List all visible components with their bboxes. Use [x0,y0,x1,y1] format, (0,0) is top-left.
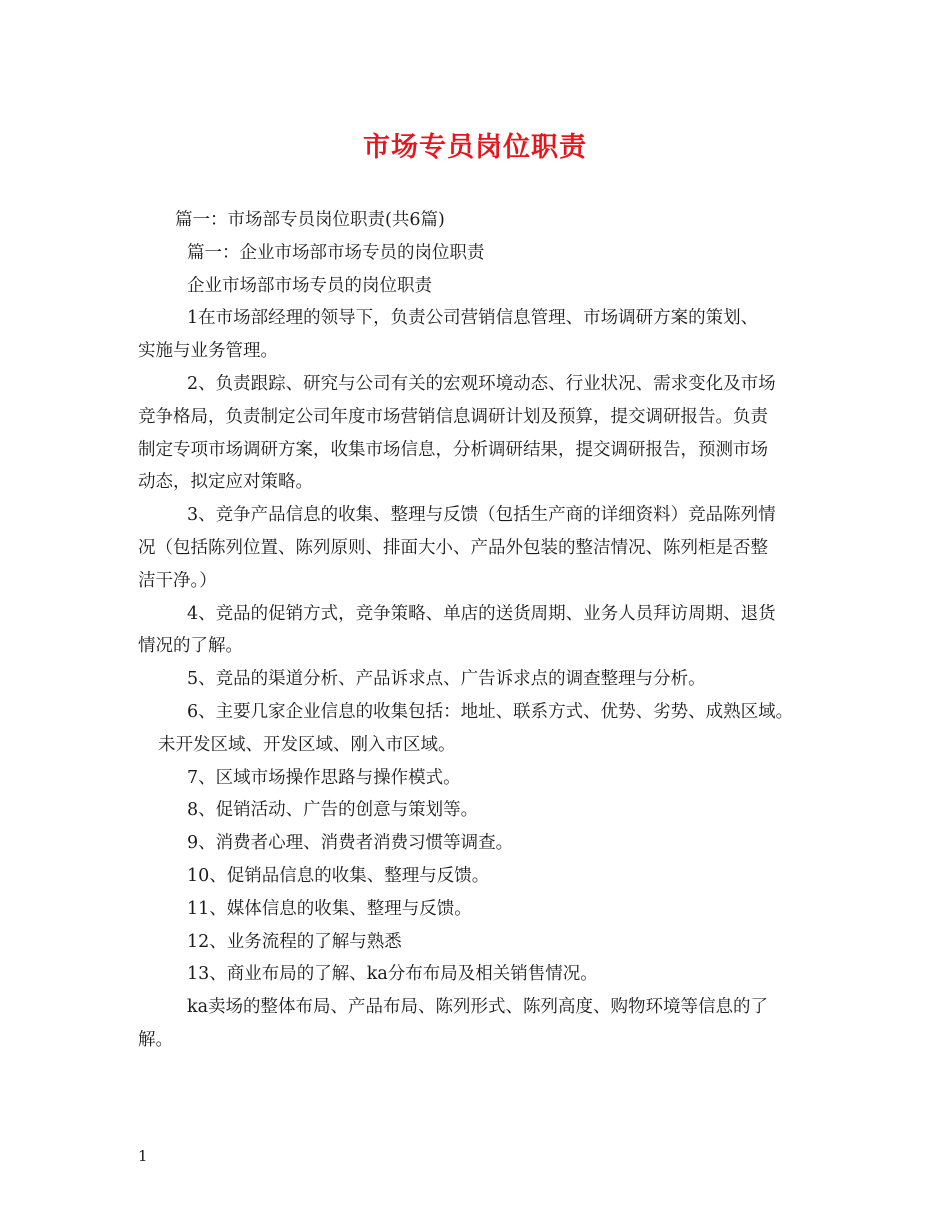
paragraph-line: 12、业务流程的了解与熟悉 [187,931,402,952]
paragraph-line: 11、媒体信息的收集、整理与反馈。 [187,898,472,919]
paragraph-line: 实施与业务管理。 [138,341,278,362]
paragraph-line: 洁干净。） [138,570,217,591]
page-title: 市场专员岗位职责 [363,132,587,163]
paragraph-line: 情况的了解。 [138,636,243,657]
paragraph-line: 5、竞品的渠道分析、产品诉求点、广告诉求点的调查整理与分析。 [187,669,706,690]
paragraph-line: 况（包括陈列位置、陈列原则、排面大小、产品外包装的整洁情况、陈列柜是否整 [138,537,768,558]
paragraph-line: ka卖场的整体布局、产品布局、陈列形式、陈列高度、购物环境等信息的了 [187,997,769,1018]
paragraph-line: 解。 [138,1029,173,1050]
paragraph-line: 制定专项市场调研方案，收集市场信息，分析调研结果，提交调研报告，预测市场 [138,439,768,460]
paragraph-line: 7、区域市场操作思路与操作模式。 [187,767,461,788]
subsection-heading: 篇一：企业市场部市场专员的岗位职责 [187,242,485,263]
paragraph-line: 8、促销活动、广告的创意与策划等。 [187,800,479,821]
paragraph-line: 3、竞争产品信息的收集、整理与反馈（包括生产商的详细资料）竞品陈列情 [187,505,776,526]
paragraph-line: 13、商业布局的了解、ka分布布局及相关销售情况。 [187,964,598,985]
paragraph-line: 动态，拟定应对策略。 [138,472,313,493]
paragraph-line: 企业市场部市场专员的岗位职责 [187,275,432,296]
page-number: 1 [138,1147,148,1165]
paragraph-line: 1在市场部经理的领导下，负责公司营销信息管理、市场调研方案的策划、 [187,308,759,329]
paragraph-line: 4、竞品的促销方式，竞争策略、单店的送货周期、业务人员拜访周期、退货 [187,603,776,624]
paragraph-line: 6、主要几家企业信息的收集包括：地址、联系方式、优势、劣势、成熟区域。 [187,701,794,722]
section-heading: 篇一：市场部专员岗位职责(共6篇) [175,210,445,230]
paragraph-line: 2、负责跟踪、研究与公司有关的宏观环境动态、行业状况、需求变化及市场 [187,373,776,394]
paragraph-line: 未开发区域、开发区域、刚入市区域。 [158,734,456,755]
paragraph-line: 10、促销品信息的收集、整理与反馈。 [187,865,490,886]
paragraph-line: 竞争格局，负责制定公司年度市场营销信息调研计划及预算，提交调研报告。负责 [138,406,768,427]
paragraph-line: 9、消费者心理、消费者消费习惯等调查。 [187,833,514,854]
document-body [138,204,828,1057]
